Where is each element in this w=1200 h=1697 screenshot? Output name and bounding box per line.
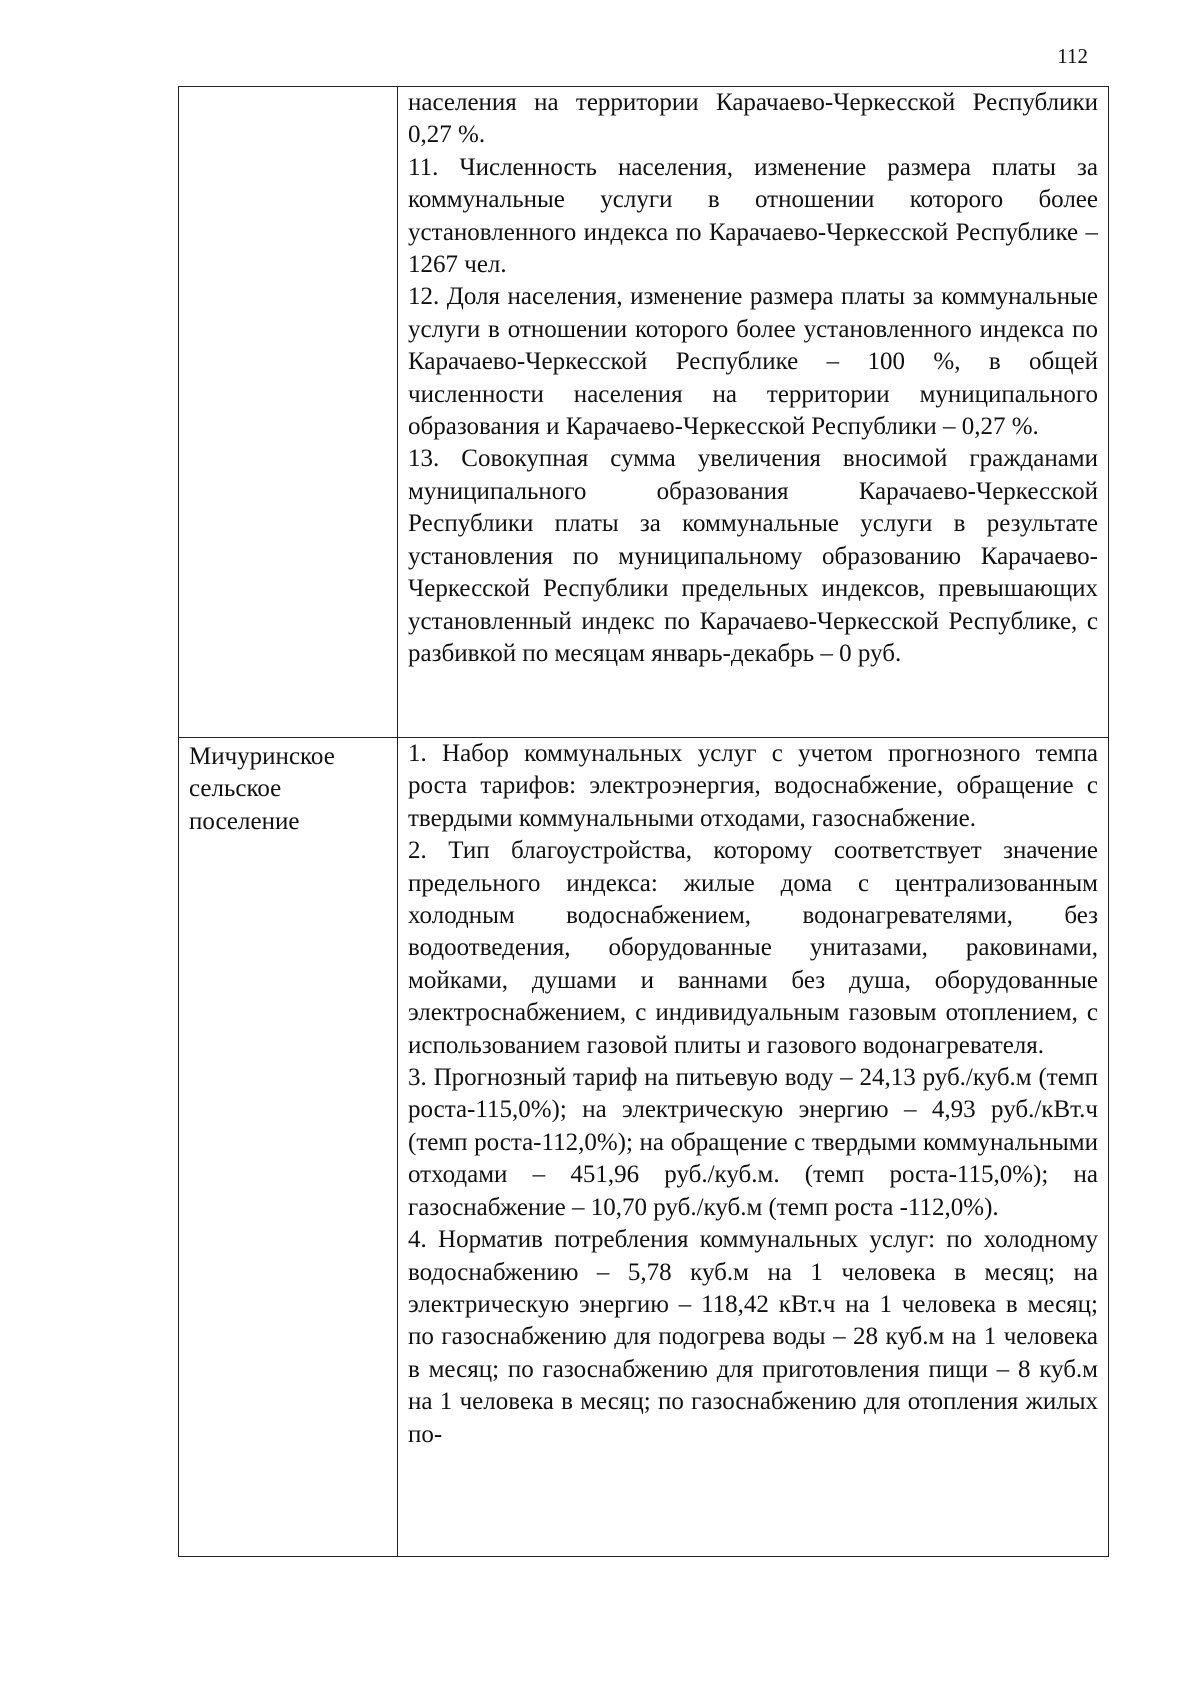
paragraph: 3. Прогнозный тариф на питьевую воду – 24,13 руб./куб.м (темп роста-115,0%); на электрическую энергию – 4,93 руб./кВт.ч (темп роста-112,0%); на обращение с твердыми коммунальными отходами – 451,96 руб./куб.м. (темп роста-115,0%); на газоснабжение – 10,70 руб./куб.м (темп роста -112,0%).	[408, 1064, 1098, 1221]
municipality-cell	[179, 87, 398, 738]
table-row	[179, 738, 1109, 1557]
municipality-name-line: поселение	[189, 807, 300, 835]
municipality-cell	[179, 738, 398, 1557]
page-number: 112	[1057, 44, 1088, 68]
paragraph: 11. Численность населения, изменение размера платы за коммунальные услуги в отношении которого более установленного индекса по Карачаево-Черкесской Республике – 1267 чел.	[408, 153, 1098, 279]
description-cell	[398, 87, 1109, 738]
paragraph: населения на территории Карачаево-Черкесской Республики 0,27 %.	[408, 89, 1098, 149]
paragraph: 13. Совокупная сумма увеличения вносимой гражданами муниципального образования Карачаево-Черкесской Республики платы за коммунальные услуги в результате установления по муниципальному образованию Карачаево-Черкесской Республики предельных индексов, превышающих установленный индекс по Карачаево-Черкесской Республике, с разбивкой по месяцам январь-декабрь – 0 руб.	[408, 445, 1098, 667]
table-row	[179, 87, 1109, 738]
municipality-name-line: Мичуринское	[189, 743, 335, 770]
indices-table	[178, 86, 1109, 1557]
description-cell	[398, 738, 1109, 1557]
paragraph: 12. Доля населения, изменение размера платы за коммунальные услуги в отношении которого более установленного индекса по Карачаево-Черкесской Республике – 100 %, в общей численности населения на территории муниципального образования и Карачаево-Черкесской Республики – 0,27 %.	[408, 283, 1098, 441]
paragraph: 4. Норматив потребления коммунальных услуг: по холодному водоснабжению – 5,78 куб.м на 1 человека в месяц; на электрическую энергию – 118,42 кВт.ч на 1 человека в месяц; по газоснабжению для подогрева воды – 28 куб.м на 1 человека в месяц; по газоснабжению для приготовления пищи – 8 куб.м на 1 человека в месяц; по газоснабжению для отопления жилых по-	[408, 1226, 1098, 1448]
paragraph: 1. Набор коммунальных услуг с учетом прогнозного темпа роста тарифов: электроэнергия, водоснабжение, обращение с твердыми коммунальными отходами, газоснабжение.	[408, 740, 1098, 832]
paragraph: 2. Тип благоустройства, которому соответствует значение предельного индекса: жилые дома с централизованным холодным водоснабжением, водонагревателями, без водоотведения, оборудованные унитазами, раковинами, мойками, душами и ваннами без душа, оборудованные электроснабжением, с индивидуальным газовым отоплением, с использованием газовой плиты и газового водонагревателя.	[408, 837, 1098, 1059]
municipality-name-line: сельское	[189, 775, 282, 803]
